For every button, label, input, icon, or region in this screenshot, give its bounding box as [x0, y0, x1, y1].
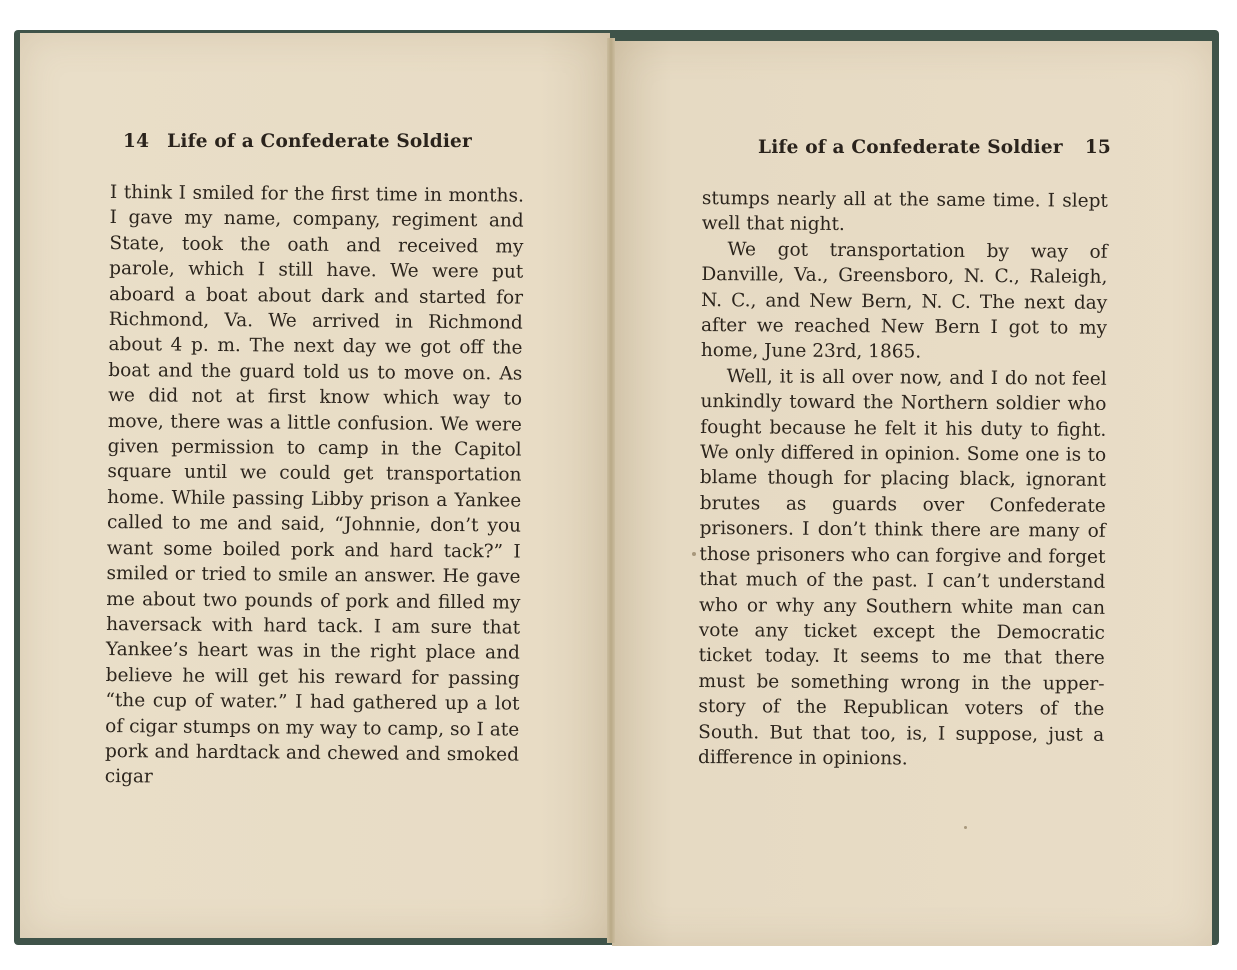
right-paragraph: We got transportation by way of Danville, Va., Greensboro, N. C., Raleigh, N. C., and New Bern, N. C. The next day after we reached New Bern I got to my home, June 23rd, 1865. — [700, 238, 1108, 363]
right-paragraph: Well, it is all over now, and I do not feel unkindly toward the Northern soldier who fought because he felt it his duty to fight. We only differed in opinion. Some one is to blame though for placing black, ignorant brutes as guards over Confederate prisoners. I don’t think there are many of those prisoners who can forgive and forget that much of the past. I can’t understand who or why any Southern white man can vote any ticket except the Democratic ticket today. It seems to me that there must be something wrong in the upper-story of the Republican voters of the South. But that too, is, I suppose, just a difference in opinions. — [697, 366, 1107, 770]
right-running-head — [758, 137, 1111, 158]
left-paragraph: I think I smiled for the first time in months. I gave my name, company, regiment and State, took the oath and received my parole, which I still have. We were put aboard a boat about dark and started for Richmond, Va. We arrived in Richmond about 4 p. m. The next day we got off the boat and the guard told us to move on. As we did not at first know which way to move, there was a little confusion. We were given permission to camp in the Capitol square until we could get transportation home. While passing Libby prison a Yankee called to me and said, “Johnnie, don’t you want some boiled pork and hard tack?” I smiled or tried to smile an answer. He gave me about two pounds of pork and filled my haversack with hard tack. I am sure that Yankee’s heart was in the right place and believe he will get his reward for passing “the cup of water.” I had gathered up a lot of cigar stumps on my way to camp, so I ate pork and hardtack and chewed and smoked cigar — [104, 181, 524, 788]
left-running-head — [123, 131, 472, 152]
book-gutter — [607, 38, 615, 943]
left-running-head-title: Life of a Confederate Soldier — [167, 131, 472, 152]
left-page-number: 14 — [123, 131, 150, 152]
right-paragraph: stumps nearly all at the same time. I slept well that night. — [701, 187, 1108, 236]
paper-speck — [964, 826, 967, 829]
paper-speck — [692, 552, 696, 556]
right-page-number: 15 — [1084, 137, 1111, 158]
right-running-head-title: Life of a Confederate Soldier — [758, 137, 1063, 158]
left-page-body — [105, 180, 524, 793]
right-page-body — [698, 186, 1108, 773]
